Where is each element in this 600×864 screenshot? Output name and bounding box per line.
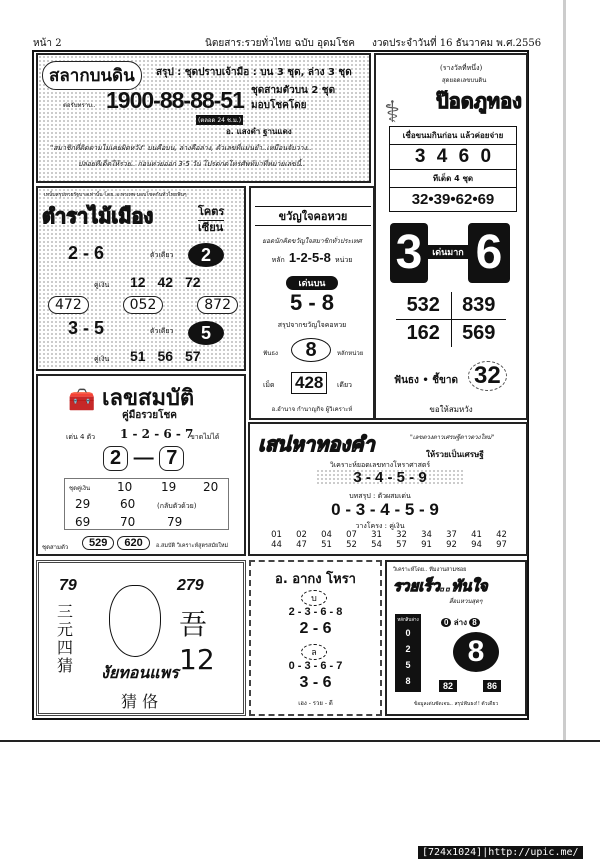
podphu-panel bbox=[374, 53, 528, 420]
sena-money-label: วางโครง : คู่เงิน bbox=[355, 522, 405, 530]
money-pair: 54 bbox=[371, 540, 382, 550]
sena-sub: ให้รวยเป็นเศรษฐี bbox=[426, 450, 484, 459]
kwan-met: 428 bbox=[291, 372, 327, 394]
three-label: ชุดสามตัว bbox=[42, 544, 69, 551]
tag-sian: เซียน bbox=[198, 221, 224, 234]
kwan-summary: สรุปจากขวัญใจคอหวย bbox=[277, 321, 347, 329]
banner-title: สลากบนดิน bbox=[42, 61, 142, 90]
fan-unit: หลักหน่วย bbox=[337, 350, 364, 357]
kwan-digits-row: หลัก 1-2-5-8 หน่วย bbox=[271, 250, 353, 265]
wish-text: ขอให้สมหวัง bbox=[429, 405, 473, 414]
play-label: เด่น 4 ตัว bbox=[66, 433, 96, 441]
sena-quote: "เลขดวงดาวเศรษฐีดาวดวงใหม่" bbox=[410, 434, 495, 441]
upper-label: บ bbox=[301, 590, 327, 606]
money-pair: 92 bbox=[446, 540, 457, 550]
lead-left-digit: 3 bbox=[390, 223, 428, 283]
money-pair: 37 bbox=[446, 530, 457, 540]
hours-badge: (ตลอด 24 ช.ม.) bbox=[198, 117, 242, 124]
face-illustration bbox=[109, 585, 161, 657]
astro-label: วิเคราะห์ยอดเลขทางโหราศาสตร์ bbox=[329, 461, 431, 469]
money-pair: 32 bbox=[396, 530, 407, 540]
lem-author: อ.สมบัติ วิเคราะห์สูตรสมัยใหม่ bbox=[156, 543, 229, 549]
fan-label: ฟันธง bbox=[263, 350, 278, 357]
phone-label: ต่อรับทราบ.. bbox=[63, 102, 96, 109]
money-pair: 31 bbox=[371, 530, 382, 540]
final-label: ฟันธง • ชี้ขาด bbox=[394, 375, 458, 386]
upper-pair: 2 - 6 bbox=[299, 620, 332, 637]
kwan-jai-kor-huay bbox=[249, 186, 375, 420]
lem-sombat bbox=[36, 374, 246, 556]
tens-column: หลักสิบล่าง 0 2 5 8 bbox=[395, 614, 421, 692]
money-pair: 34 bbox=[421, 530, 432, 540]
hermit-illustration: ⚕ bbox=[384, 95, 401, 130]
kwan-fan: 8 bbox=[291, 338, 331, 362]
lem-title: เลขสมบัติ bbox=[102, 386, 195, 411]
money-pair: 51 bbox=[321, 540, 332, 550]
met-unit: เดียว bbox=[337, 381, 352, 389]
pair-2: 3 - 5 bbox=[68, 318, 105, 338]
ghost-panel bbox=[36, 560, 246, 716]
podphu-title: ป๊อดภูทอง bbox=[436, 89, 522, 113]
tamra-title: ตำราไม้เมือง bbox=[42, 204, 154, 228]
lem-three: 529 620 bbox=[82, 536, 150, 550]
single-label-1: ตัวเดียว bbox=[150, 251, 174, 259]
podphu-grid: 532 839 162 569 bbox=[396, 292, 506, 347]
magazine-name: นิตยสาร:รวยทั่วไทย ฉบับ อุดมโชค bbox=[205, 38, 355, 49]
ghost-title: งัยทอนแพร bbox=[101, 663, 179, 682]
horo-title: อ. อากง โหรา bbox=[275, 572, 356, 587]
banner-line2: ชุดสามตัวบน 2 ชุด bbox=[251, 85, 336, 96]
money-pair: 44 bbox=[271, 540, 282, 550]
watermark: [724x1024]|http://upic.me/ bbox=[418, 846, 583, 859]
chinese-bottom: 猜 佫 bbox=[121, 692, 159, 711]
money-label-2: คู่เงิน bbox=[94, 355, 110, 363]
money-pair: 97 bbox=[496, 540, 507, 550]
triples: 472 052 872 bbox=[48, 296, 238, 314]
sena-title: เสน่หาทองคำ bbox=[258, 432, 375, 456]
draw-date: งวดประจำวันที่ 16 ธันวาคม พ.ศ.2556 bbox=[372, 38, 542, 49]
money-pair: 94 bbox=[471, 540, 482, 550]
met-label: เม็ด bbox=[263, 381, 275, 389]
money-pair: 41 bbox=[471, 530, 482, 540]
podphu-sets: 32•39•62•69 bbox=[411, 191, 495, 208]
page-edge bbox=[563, 0, 566, 740]
chinese-left: 三元四猜 bbox=[57, 602, 74, 675]
money-pair: 47 bbox=[296, 540, 307, 550]
money-pair: 57 bbox=[396, 540, 407, 550]
money-pair: 07 bbox=[346, 530, 357, 540]
ruay-sub: สื่อแหวนสุดๆ bbox=[449, 598, 483, 605]
single-1: 2 bbox=[188, 243, 224, 267]
lower-pair: 3 - 6 bbox=[299, 674, 332, 691]
tag-kot: โคตร bbox=[198, 202, 224, 221]
phone-number: 1900-88-88-51 bbox=[106, 87, 244, 113]
banner-summary: สรุป : ชุดปราบเจ้ามือ : บน 3 ชุด, ล่าง 3 ชุด bbox=[156, 67, 352, 78]
ghost-right-number: 279 bbox=[177, 577, 204, 594]
money-pair: 91 bbox=[421, 540, 432, 550]
single-label-2: ตัวเดียว bbox=[150, 327, 174, 335]
ruay-pair-1: 82 bbox=[439, 680, 457, 692]
money-pair: 42 bbox=[496, 530, 507, 540]
banner-salak-bondin bbox=[36, 53, 371, 183]
ruay-footer: ข้อมูลเด่นชัดเจน.. สรุปฟันธง!! ตัวเดียว bbox=[413, 701, 499, 707]
lead-label: เด่นมาก bbox=[428, 245, 468, 259]
ruay-panel bbox=[385, 560, 527, 716]
lead-right-digit: 6 bbox=[468, 223, 510, 283]
final-number: 32 bbox=[468, 361, 507, 391]
tamra-top: เหน็บสรุปหวยรัฐบาลเท่านั้น โดย..อ.พรเทพ มอบโชคกันทั่วไทยฟันๆ bbox=[44, 192, 187, 198]
banner-note: ปล่อยทีเด็ดให้รวย.. ก่อนหวยออก 3-5 วัน โปรดกดโทรศัพท์มาที่หมายเลขนี้.. bbox=[78, 160, 306, 168]
treasure-chest-icon: 🧰 bbox=[68, 388, 96, 413]
kwan-lead-label: เด่นบน bbox=[286, 276, 338, 290]
award-label: (รางวัลที่หนึ่ง) bbox=[440, 64, 483, 72]
podphu-slogan: เชื่อขนมกินก่อน แล้วค่อยจ่าย bbox=[390, 127, 516, 145]
chinese-right: 吾 12 bbox=[179, 608, 215, 676]
banner-quote: "สมาชิกที่ติดตามไม่เคยผิดหวัง" บนคือบน, ล่างคือล่าง, ตัวเลขที่แม่นยำ..เหมือนจับวาง.. bbox=[50, 144, 312, 152]
ghost-left-number: 79 bbox=[59, 577, 77, 594]
scan-edge bbox=[0, 740, 600, 742]
banner-author: อ. แสงดำ ฐานแดง bbox=[226, 127, 292, 136]
lem-sub: คู่มือรวยโชค bbox=[122, 410, 177, 421]
lower-label: ล bbox=[301, 644, 327, 660]
sena-thongkham bbox=[248, 422, 528, 556]
ruay-top: วิเคราะห์โดย.. ทีมงานสามซอย bbox=[393, 567, 467, 573]
upper-digits: 2 - 3 - 6 - 8 bbox=[288, 606, 343, 618]
ruay-main: 8 bbox=[453, 632, 499, 672]
money-1: 12 42 72 bbox=[130, 274, 201, 290]
horo-panel bbox=[249, 560, 382, 716]
money-pair: 01 bbox=[271, 530, 282, 540]
page-number: หน้า 2 bbox=[33, 38, 62, 49]
lem-play: 1 - 2 - 6 - 7 bbox=[120, 427, 194, 441]
podphu-digits: 3 4 6 0 bbox=[390, 145, 516, 170]
money-label-1: คู่เงิน bbox=[94, 281, 110, 289]
pair-1: 2 - 6 bbox=[68, 243, 105, 263]
kwan-sub: ยอดนักคิดขวัญใจสมาชิกทั่วประเทศ bbox=[262, 237, 362, 245]
lower-digits: 0 - 3 - 6 - 7 bbox=[288, 660, 343, 672]
money-pair: 04 bbox=[321, 530, 332, 540]
ruay-pair-2: 86 bbox=[483, 680, 501, 692]
single-2: 5 bbox=[188, 321, 224, 345]
sena-money-grid bbox=[264, 530, 514, 550]
sena-sum: 0 - 3 - 4 - 5 - 9 bbox=[331, 500, 439, 519]
play-note: ขาดไม่ได้ bbox=[190, 433, 220, 441]
money-pair: 02 bbox=[296, 530, 307, 540]
lem-pair: 2 — 7 bbox=[103, 446, 184, 471]
sena-astro: 3 - 4 - 5 - 9 bbox=[316, 469, 464, 486]
banner-line3: มอบโชคโดย bbox=[251, 100, 307, 111]
money-pair: 52 bbox=[346, 540, 357, 550]
kwan-lead: 5 - 8 bbox=[289, 290, 335, 315]
sum-label: บทสรุป : ตัวผสมเด่น bbox=[349, 492, 411, 500]
tamra-mai-mueang bbox=[36, 186, 246, 371]
lower-row: 0 ล่าง 8 bbox=[441, 616, 480, 629]
ruay-title: รวยเร็ว..ทันใจ bbox=[393, 577, 488, 595]
horo-footer: เฮง - รวย - ดี bbox=[298, 700, 333, 707]
money-2: 51 56 57 bbox=[130, 348, 201, 364]
money-grid: ชุดคู่เงิน 10 19 20 29 60 (กลับตัวด้วย) 69 70 79 bbox=[64, 478, 229, 530]
podphu-sub: สุดยอดเลขบนดิน bbox=[442, 77, 487, 84]
kwan-author: อ.อำนาจ กำนาญกิจ ผู้วิเคราะห์ bbox=[271, 406, 353, 413]
kwan-title: ขวัญใจคอหวย bbox=[255, 206, 371, 226]
sets-label: ทีเด็ด 4 ชุด bbox=[390, 170, 516, 188]
